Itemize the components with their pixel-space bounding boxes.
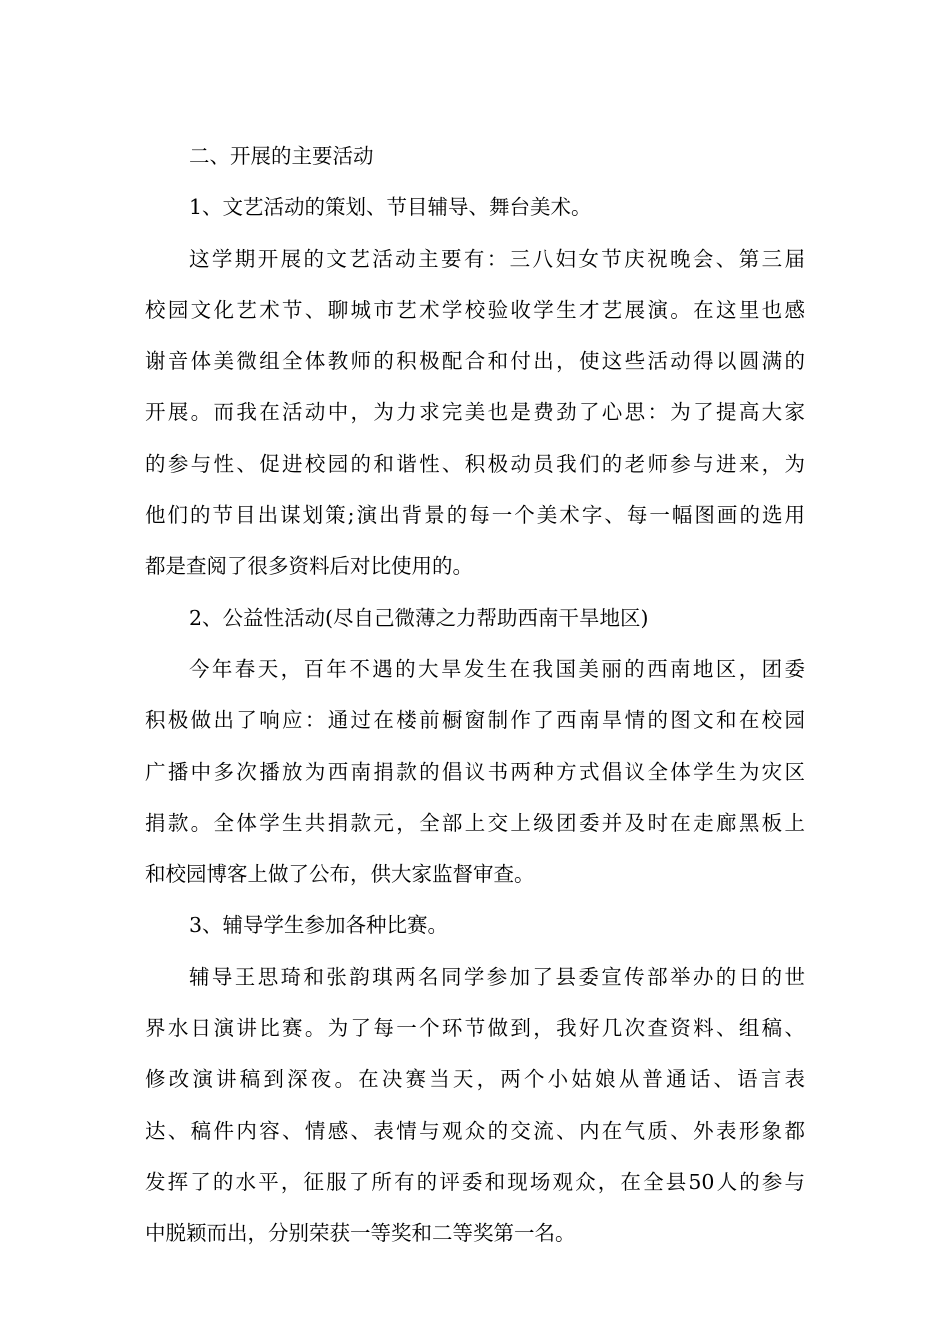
text-line: 都是查阅了很多资料后对比使用的。 xyxy=(145,554,473,579)
text-line: 和校园博客上做了公布，供大家监督审查。 xyxy=(145,862,535,887)
text-line: 他们的节目出谋划策;演出背景的每一个美术字、每一幅图画的选用 xyxy=(145,503,805,528)
text-line: 二、开展的主要活动 xyxy=(189,144,374,168)
text-line: 达、稿件内容、情感、表情与观众的交流、内在气质、外表形象都 xyxy=(145,1118,805,1143)
text-line: 界水日演讲比赛。为了每一个环节做到，我好几次查资料、组稿、 xyxy=(145,1016,805,1041)
document-body xyxy=(145,131,805,1260)
text-line: 今年春天，百年不遇的大旱发生在我国美丽的西南地区，团委 xyxy=(189,656,805,681)
text-line: 辅导王思琦和张韵琪两名同学参加了县委宣传部举办的日的世 xyxy=(189,964,805,989)
text-line: 2、公益性活动(尽自己微薄之力帮助西南干旱地区) xyxy=(189,605,649,630)
text-line: 3、辅导学生参加各种比赛。 xyxy=(189,913,449,938)
text-line: 1、文艺活动的策划、节目辅导、舞台美术。 xyxy=(189,195,592,220)
text-line: 谢音体美微组全体教师的积极配合和付出，使这些活动得以圆满的 xyxy=(145,349,805,374)
text-line: 这学期开展的文艺活动主要有：三八妇女节庆祝晚会、第三届 xyxy=(189,246,805,271)
text-line: 中脱颖而出，分别荣获一等奖和二等奖第一名。 xyxy=(145,1221,576,1246)
text-line: 校园文化艺术节、聊城市艺术学校验收学生才艺展演。在这里也感 xyxy=(145,297,805,322)
text-line: 开展。而我在活动中，为力求完美也是费劲了心思：为了提高大家 xyxy=(145,400,805,425)
text-line: 捐款。全体学生共捐款元，全部上交上级团委并及时在走廊黑板上 xyxy=(145,810,805,835)
text-line: 广播中多次播放为西南捐款的倡议书两种方式倡议全体学生为灾区 xyxy=(145,759,805,784)
text-line: 发挥了的水平，征服了所有的评委和现场观众，在全县50人的参与 xyxy=(145,1169,805,1194)
text-line: 修改演讲稿到深夜。在决赛当天，两个小姑娘从普通话、语言表 xyxy=(145,1067,805,1092)
text-line: 的参与性、促进校园的和谐性、积极动员我们的老师参与进来，为 xyxy=(145,451,805,476)
text-line: 积极做出了响应：通过在楼前橱窗制作了西南旱情的图文和在校园 xyxy=(145,708,805,733)
